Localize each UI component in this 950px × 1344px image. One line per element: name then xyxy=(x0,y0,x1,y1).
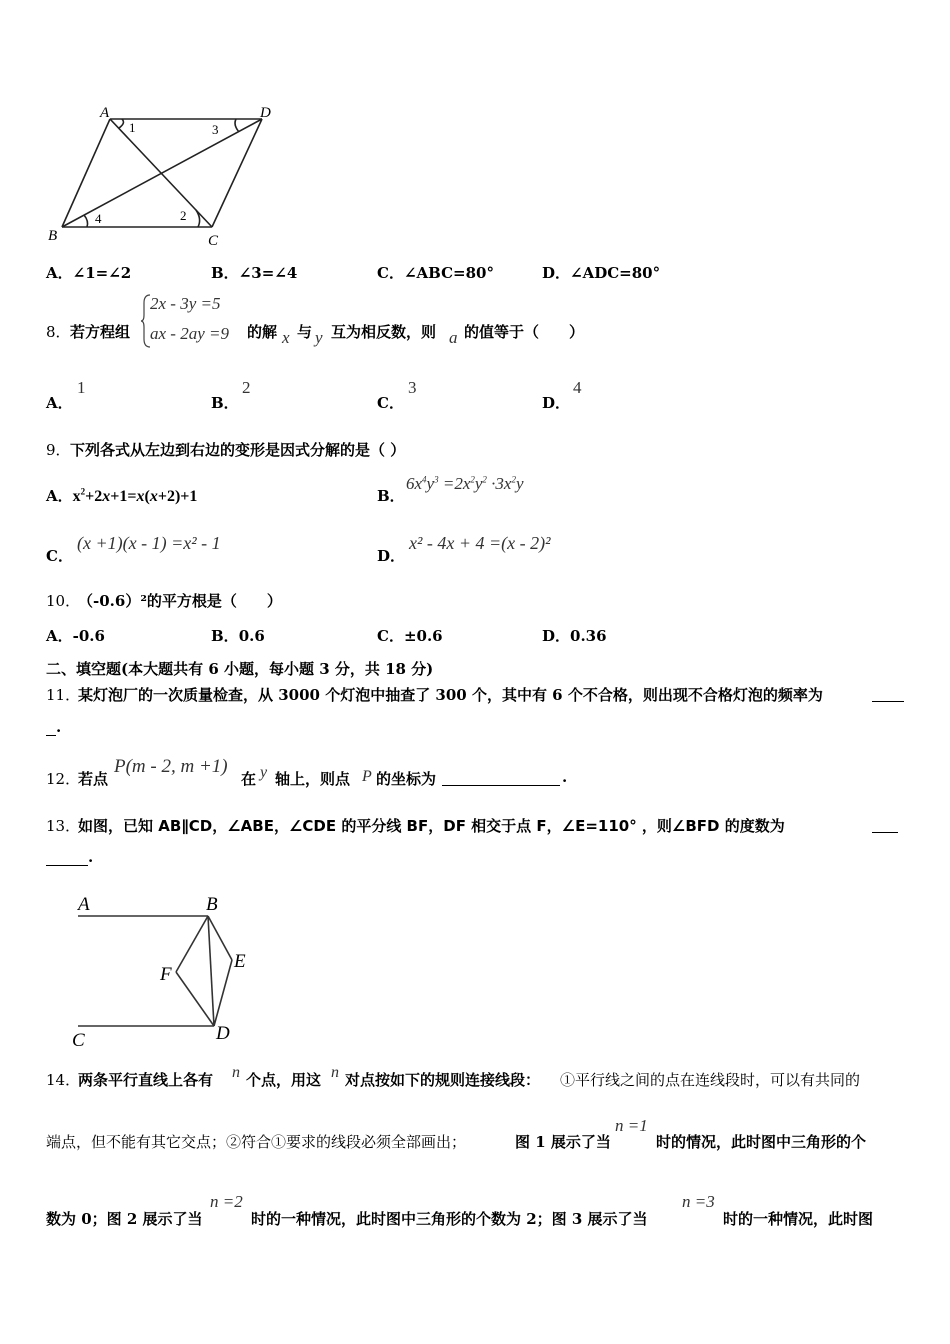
q10-number: 10． xyxy=(46,592,81,610)
q9-option-c[interactable]: C． xyxy=(46,547,73,565)
q14-n3: n =3 xyxy=(682,1192,715,1211)
q14-line2-b: 图 1 展示了当 xyxy=(515,1133,611,1151)
q9-option-d-expr: x² - 4x + 4 =(x - 2)² xyxy=(409,533,551,553)
q8-pre: 若方程组 xyxy=(70,323,131,341)
q12-point-p: P xyxy=(362,768,372,785)
q14-line3-b: 时的一种情况，此时图中三角形的个数为 2；图 3 展示了当 xyxy=(251,1210,648,1228)
q8-option-c[interactable]: C． xyxy=(377,394,404,412)
q13-answer-blank[interactable] xyxy=(872,815,898,833)
q11-answer-blank[interactable] xyxy=(872,684,904,702)
q8-post: 的值等于（ ） xyxy=(464,323,585,341)
vertex-d-label: D xyxy=(260,105,271,121)
vertex-b-label: B xyxy=(48,228,58,244)
q12-mid: 在 xyxy=(241,770,257,788)
q10-option-d[interactable]: D．0.36 xyxy=(542,627,607,645)
q14-line3-c: 时的一种情况，此时图 xyxy=(723,1210,874,1228)
q14-line3-a: 数为 0；图 2 展示了当 xyxy=(46,1210,203,1228)
q12-pre: 若点 xyxy=(78,770,109,788)
q12-answer-blank[interactable] xyxy=(442,768,560,786)
q8-option-a-value: 1 xyxy=(77,378,86,397)
parallelogram-figure xyxy=(40,95,290,255)
point-f-label: F xyxy=(160,964,172,985)
q7-option-d[interactable]: D．∠ADC=80° xyxy=(542,264,661,282)
q8-equation-2: ax - 2ay =9 xyxy=(150,324,229,343)
q8-mid1: 的解 xyxy=(247,323,278,341)
q13-number: 13． xyxy=(46,817,81,835)
q12-mid2: 轴上，则点 xyxy=(275,770,351,788)
q9-option-c-expr: (x +1)(x - 1) =x² - 1 xyxy=(77,533,221,553)
q8-var-y: y xyxy=(315,328,323,347)
q8-option-a[interactable]: A． xyxy=(46,394,73,412)
q12-point-expr: P(m - 2, m +1) xyxy=(114,756,228,777)
q10-stem: （-0.6）²的平方根是（ ） xyxy=(78,592,282,610)
parallel-lines-figure xyxy=(66,888,266,1053)
q14-number: 14． xyxy=(46,1071,81,1089)
q14-line1-b: 个点，用这 xyxy=(246,1071,322,1089)
q11-period: . xyxy=(56,718,62,736)
q14-n1: n =1 xyxy=(615,1116,648,1135)
q8-option-c-value: 3 xyxy=(408,378,417,397)
angle-4-label: 4 xyxy=(95,211,102,226)
q8-mid2: 与 xyxy=(297,323,313,341)
q9-stem: 下列各式从左边到右边的变形是因式分解的是（ ） xyxy=(70,441,406,459)
q7-option-c[interactable]: C．∠ABC=80° xyxy=(377,264,494,282)
q8-var-x: x xyxy=(282,328,290,347)
q14-n2: n =2 xyxy=(210,1192,243,1211)
q9-number: 9． xyxy=(46,441,71,459)
q7-option-b[interactable]: B．∠3=∠4 xyxy=(211,264,298,282)
point-e-label: E xyxy=(234,951,246,972)
q8-option-b-value: 2 xyxy=(242,378,251,397)
q13-text: 如图，已知 AB∥CD，∠ABE，∠CDE 的平分线 BF，DF 相交于点 F，∠E=110° ，则∠BFD 的度数为 xyxy=(78,817,785,835)
angle-1-label: 1 xyxy=(129,120,136,135)
point-b-label: B xyxy=(206,894,218,915)
q10-option-a[interactable]: A．-0.6 xyxy=(46,627,105,645)
q12-period: . xyxy=(562,768,568,786)
q8-option-b[interactable]: B． xyxy=(211,394,239,412)
q8-equation-1: 2x - 3y =5 xyxy=(150,294,221,313)
q14-var-n: n xyxy=(232,1064,240,1081)
point-a-label: A xyxy=(78,894,90,915)
q12-post: 的坐标为 xyxy=(376,770,437,788)
q14-line1-d: ①平行线之间的点在连线段时，可以有共同的 xyxy=(560,1071,861,1089)
vertex-c-label: C xyxy=(208,233,219,249)
q9-option-d[interactable]: D． xyxy=(377,547,406,565)
angle-3-label: 3 xyxy=(212,122,219,137)
q9-option-a[interactable]: A．$x^2+2x+1=x(x+2)+1$ xyxy=(46,486,198,505)
q14-line1-a: 两条平行直线上各有 xyxy=(78,1071,214,1089)
q13-answer-blank-cont[interactable] xyxy=(46,848,88,866)
q12-number: 12． xyxy=(46,770,81,788)
q11-answer-blank-cont[interactable] xyxy=(46,718,56,736)
q10-option-b[interactable]: B．0.6 xyxy=(211,627,265,645)
q8-number: 8． xyxy=(46,323,71,341)
q14-line2-a: 端点，但不能有其它交点；②符合①要求的线段必须全部画出； xyxy=(46,1133,467,1151)
q8-option-d-value: 4 xyxy=(573,378,582,397)
vertex-a-label: A xyxy=(100,105,110,121)
point-d-label: D xyxy=(216,1023,230,1044)
q14-line2-c: 时的情况，此时图中三角形的个 xyxy=(656,1133,867,1151)
section-title: 二、填空题(本大题共有 6 小题，每小题 3 分，共 18 分) xyxy=(46,660,434,678)
point-c-label: C xyxy=(72,1030,85,1051)
angle-2-label: 2 xyxy=(180,208,187,223)
q8-var-a: a xyxy=(449,328,458,347)
q8-option-d[interactable]: D． xyxy=(542,394,571,412)
q9-option-b-expr: $6x^4y^3 =2x^2y^2 \cdot 3x^2y$ xyxy=(406,474,524,493)
q11-text: 某灯泡厂的一次质量检查，从 3000 个灯泡中抽查了 300 个，其中有 6 个不合格，则出现不合格灯泡的频率为 xyxy=(78,686,823,704)
q10-option-c[interactable]: C．±0.6 xyxy=(377,627,443,645)
q7-option-a[interactable]: A．∠1=∠2 xyxy=(46,264,132,282)
q13-period: . xyxy=(88,848,94,866)
q14-line1-c: 对点按如下的规则连接线段： xyxy=(345,1071,541,1089)
q11-number: 11． xyxy=(46,686,81,704)
q8-mid3: 互为相反数，则 xyxy=(331,323,437,341)
q14-var-n-2: n xyxy=(331,1064,339,1081)
q12-axis: y xyxy=(260,764,268,781)
q9-option-b[interactable]: B． xyxy=(377,487,405,505)
